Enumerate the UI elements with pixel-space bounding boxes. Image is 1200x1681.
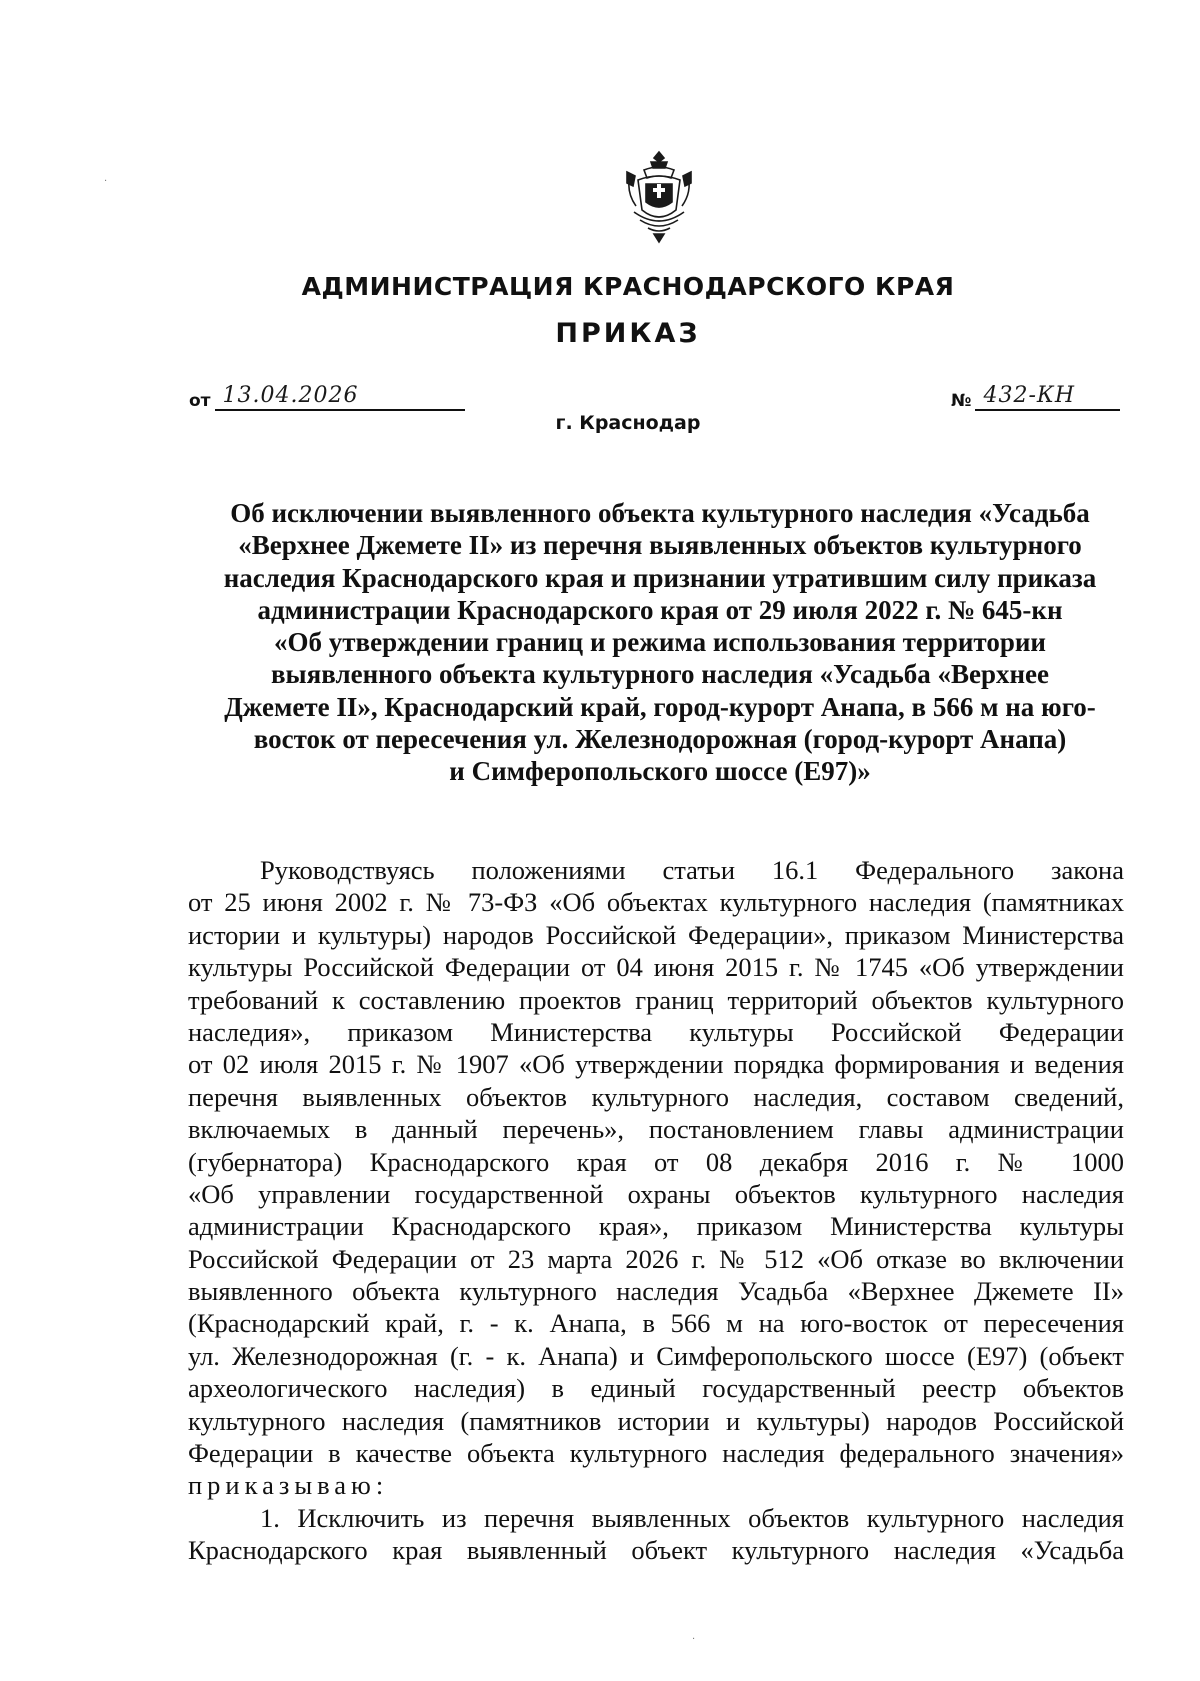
scan-speck: · (104, 176, 108, 187)
body-line: (губернатора) Краснодарского края от 08 декабря 2016 г. № 1000 (188, 1146, 1124, 1177)
scan-speck: · (692, 1634, 696, 1645)
number-handwritten: 432-КН (983, 383, 1076, 408)
body-line: от 25 июня 2002 г. № 73-ФЗ «Об объектах культурного наследия (памятниках (188, 887, 1124, 918)
body-line: Российской Федерации от 23 марта 2026 г. № 512 «Об отказе во включении (188, 1243, 1124, 1274)
body-line: истории и культуры) народов Российской Федерации», приказом Министерства (188, 919, 1124, 950)
date-underline (215, 385, 465, 411)
title-line: восток от пересечения ул. Железнодорожная (город-курорт Анапа) (253, 724, 1067, 755)
body-line: культурного наследия (памятников истории и культуры) народов Российской (188, 1405, 1124, 1436)
coat-of-arms-emblem (624, 150, 694, 244)
body-line: археологического наследия) в единый государственный реестр объектов (188, 1373, 1124, 1404)
order-title (200, 497, 1120, 788)
title-line: Джемете II», Краснодарский край, город-курорт Анапа, в 566 м на юго- (224, 691, 1096, 722)
city-name: г. Краснодар (555, 412, 701, 434)
body-line: перечня выявленных объектов культурного наследия, составом сведений, (188, 1081, 1124, 1112)
body-line: выявленного объекта культурного наследия Усадьба «Верхнее Джемете II» (188, 1276, 1124, 1307)
body-line: Руководствуясь положениями статьи 16.1 Федерального закона (260, 855, 1124, 885)
title-line: Об исключении выявленного объекта культурного наследия «Усадьба (230, 498, 1090, 528)
body-line: включаемых в данный перечень», постановлением главы администрации (188, 1114, 1124, 1145)
title-line: «Верхнее Джемете II» из перечня выявленных объектов культурного (238, 530, 1082, 561)
number-underline (975, 385, 1120, 411)
body-line: Федерации в качестве объекта культурного наследия федерального значения» (188, 1438, 1124, 1469)
body-line: 1. Исключить из перечня выявленных объектов культурного наследия (260, 1502, 1124, 1533)
body-line-orders: приказываю: (188, 1470, 389, 1501)
body-line: от 02 июля 2015 г. № 1907 «Об утверждении порядка формирования и ведения (188, 1049, 1124, 1080)
title-line: «Об утверждении границ и режима использования территории (274, 627, 1046, 658)
number-prefix: № (951, 391, 972, 411)
title-line: и Симферопольского шоссе (Е97)» (449, 756, 871, 787)
order-body (188, 854, 1124, 1567)
title-line: выявленного объекта культурного наследия «Усадьба «Верхнее (270, 659, 1050, 690)
number-field (951, 385, 1120, 411)
date-field (189, 385, 465, 411)
body-line: требований к составлению проектов границ территорий объектов культурного (188, 984, 1124, 1015)
body-line: культуры Российской Федерации от 04 июня 2015 г. № 1745 «Об утверждении (188, 952, 1124, 983)
body-line: наследия», приказом Министерства культуры Российской Федерации (188, 1016, 1124, 1047)
date-prefix: от (189, 391, 211, 411)
agency-name: АДМИНИСТРАЦИЯ КРАСНОДАРСКОГО КРАЯ (301, 272, 955, 301)
date-handwritten: 13.04.2026 (222, 383, 359, 408)
body-line: администрации Краснодарского края», приказом Министерства культуры (188, 1211, 1124, 1242)
body-line: Краснодарского края выявленный объект культурного наследия «Усадьба (188, 1535, 1124, 1566)
body-line: (Краснодарский край, г. - к. Анапа, в 566 м на юго-восток от пересечения (188, 1308, 1124, 1339)
title-line: администрации Краснодарского края от 29 июля 2022 г. № 645-кн (257, 594, 1063, 625)
body-line: «Об управлении государственной охраны объектов культурного наследия (188, 1178, 1124, 1209)
body-line: ул. Железнодорожная (г. - к. Анапа) и Симферопольского шоссе (Е97) (объект (188, 1340, 1124, 1371)
title-line: наследия Краснодарского края и признании утратившим силу приказа (223, 562, 1097, 593)
document-type: ПРИКАЗ (555, 318, 701, 349)
